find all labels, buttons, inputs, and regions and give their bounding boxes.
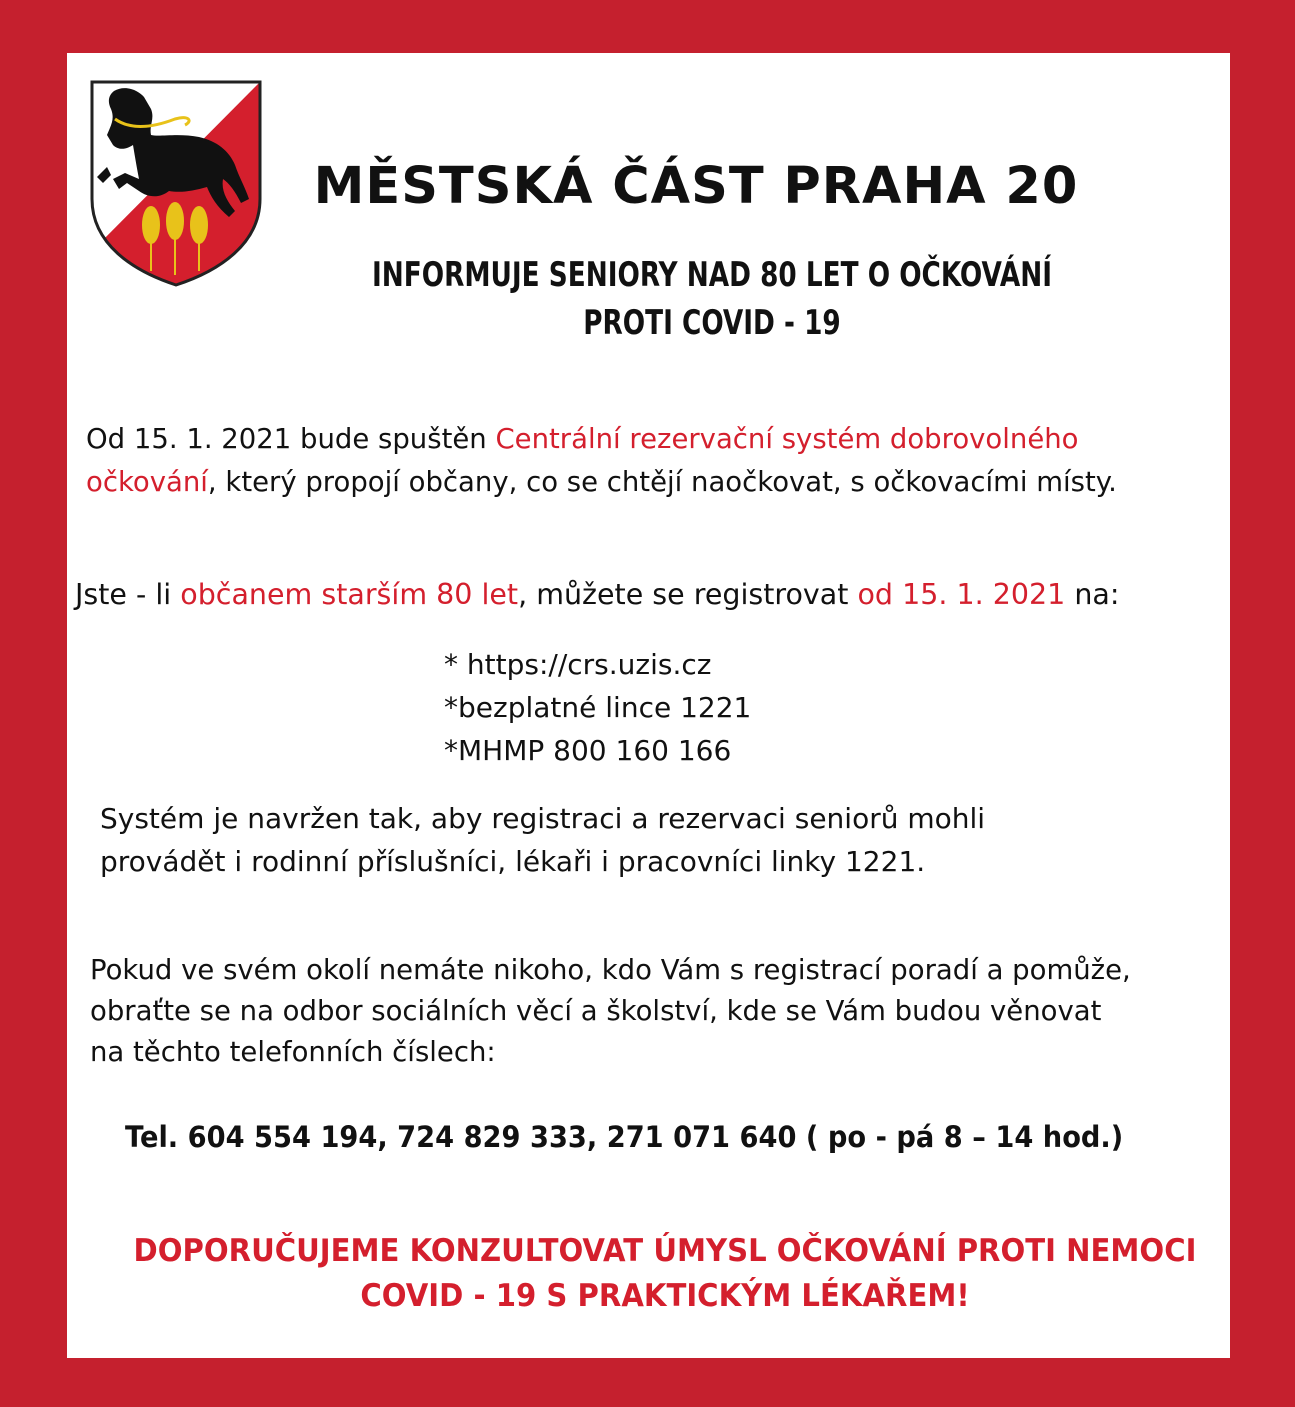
subtitle-line-1: INFORMUJE SENIORY NAD 80 LET O OČKOVÁNÍ [371,255,1053,295]
registration-contacts-list [444,643,751,772]
recommendation-line-2: COVID - 19 S PRAKTICKÝM LÉKAŘEM! [360,1278,970,1314]
highlight-text: Centrální rezervační systém dobrovolného [495,423,1079,455]
paragraph-line: očkování, který propojí občany, co se chtějí naočkovat, s očkovacími místy. [86,466,1117,498]
highlight-text: očkování [86,466,208,498]
paragraph-line: Pokud ve svém okolí nemáte nikoho, kdo Vám s registrací poradí a pomůže, [90,954,1131,986]
paragraph-line: provádět i rodinní příslušníci, lékaři i pracovníci linky 1221. [100,845,926,878]
paragraph-reservation-system [86,418,1117,504]
contact-item-hotline: *bezplatné lince 1221 [444,691,752,724]
paragraph-system-design [100,797,985,883]
paragraph-social-department [90,950,1131,1073]
recommendation-notice [103,1229,1227,1319]
highlight-text: občanem starším 80 let [180,578,519,611]
paragraph-line: Systém je navržen tak, aby registraci a rezervaci seniorů mohli [100,802,986,835]
contact-item-website: * https://crs.uzis.cz [444,648,712,681]
paragraph-eligibility: Jste - li občanem starším 80 let, můžete se registrovat od 15. 1. 2021 na: [75,578,1120,611]
highlight-date: od 15. 1. 2021 [857,578,1066,611]
phone-numbers: Tel. 604 554 194, 724 829 333, 271 071 640 ( po - pá 8 – 14 hod.) [125,1120,1124,1154]
paragraph-line: obraťte se na odbor sociálních věcí a školství, kde se Vám budou věnovat [90,995,1102,1027]
contact-item-mhmp: *MHMP 800 160 166 [444,734,732,767]
page-title: MĚSTSKÁ ČÁST PRAHA 20 [313,157,1079,216]
subtitle-line-2: PROTI COVID - 19 [583,303,841,343]
paragraph-line: na těchto telefonních číslech: [90,1036,496,1068]
recommendation-line-1: DOPORUČUJEME KONZULTOVAT ÚMYSL OČKOVÁNÍ PROTI NEMOCI [133,1233,1197,1269]
notice-panel [67,53,1230,1358]
paragraph-line: Od 15. 1. 2021 bude spuštěn Centrální rezervační systém dobrovolného [86,423,1079,455]
